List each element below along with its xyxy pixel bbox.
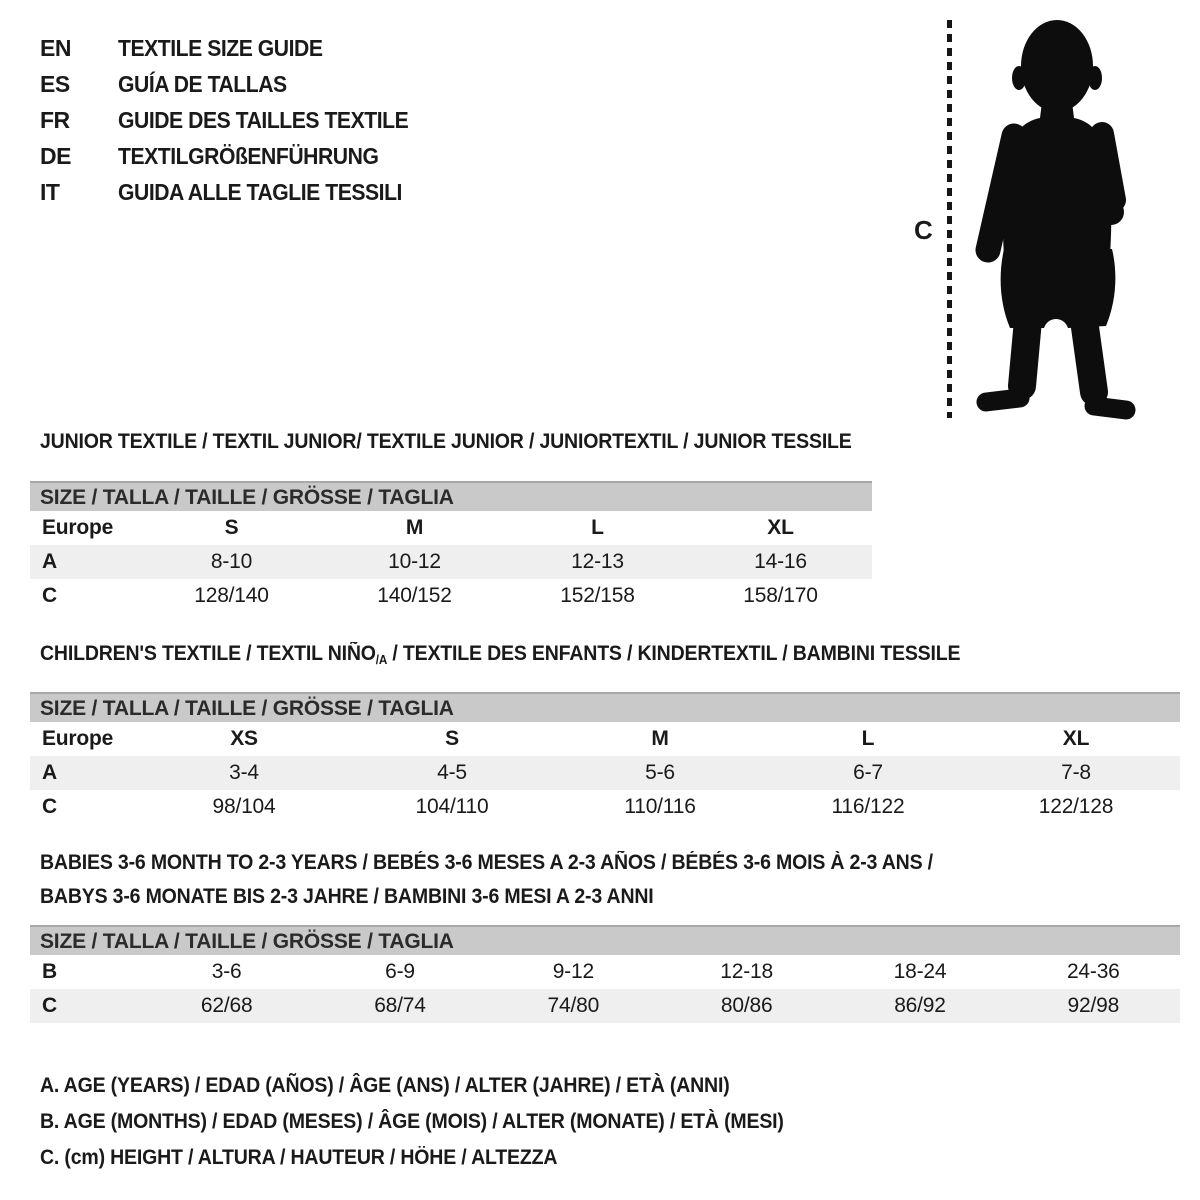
cell: 24-36 xyxy=(1066,960,1120,983)
children-title-sub: /A xyxy=(375,653,388,667)
cell: 122/128 xyxy=(1038,795,1114,818)
cell: 80/86 xyxy=(720,994,773,1017)
language-row-it xyxy=(40,174,434,210)
cell: 12-13 xyxy=(571,550,624,573)
cell: 3-6 xyxy=(211,960,242,983)
height-measure-label: C xyxy=(914,215,933,245)
cell: 68/74 xyxy=(374,994,426,1017)
cell: 86/92 xyxy=(894,994,946,1017)
language-list xyxy=(40,30,434,210)
row-label: C xyxy=(42,994,57,1017)
children-age-row xyxy=(30,756,1180,790)
toddler-silhouette xyxy=(958,14,1143,429)
row-label: A xyxy=(42,550,57,573)
cell: 98/104 xyxy=(212,795,276,818)
babies-title-line1: BABIES 3-6 MONTH TO 2-3 YEARS / BEBÉS 3-6 MESES A 2-3 AÑOS / BÉBÉS 3-6 MOIS À 2-3 ANS / xyxy=(40,851,933,874)
junior-height-row xyxy=(30,579,872,613)
cell: 10-12 xyxy=(388,550,441,573)
cell: 152/158 xyxy=(560,584,635,607)
measurement-legend xyxy=(40,1068,840,1176)
col-header-europe: Europe xyxy=(42,727,114,750)
col-header-m: M xyxy=(405,516,424,539)
babies-section-title xyxy=(40,846,933,914)
language-row-de xyxy=(40,138,434,174)
cell: 5-6 xyxy=(645,761,675,784)
language-label: TEXTILE SIZE GUIDE xyxy=(118,34,323,61)
children-size-table xyxy=(30,692,1180,824)
babies-size-table xyxy=(30,925,1180,1023)
cell: 92/98 xyxy=(1067,994,1120,1017)
cell: 128/140 xyxy=(194,584,269,607)
children-title-text: / TEXTILE DES ENFANTS / KINDERTEXTIL / BAMBINI TESSILE xyxy=(387,642,961,665)
children-title-text: CHILDREN'S TEXTILE / TEXTIL NIÑO xyxy=(40,642,376,665)
language-code: EN xyxy=(40,34,71,61)
row-label: C xyxy=(42,584,57,607)
cell: 116/122 xyxy=(831,795,905,818)
babies-height-row xyxy=(30,989,1180,1023)
row-label: C xyxy=(42,795,57,818)
col-header-l: L xyxy=(591,516,604,539)
col-header-l: L xyxy=(861,727,875,750)
children-size-header-bar: SIZE / TALLA / TAILLE / GRÖSSE / TAGLIA xyxy=(30,692,1180,722)
col-header-xs: XS xyxy=(230,727,258,750)
cell: 140/152 xyxy=(377,584,452,607)
legend-age-years: A. AGE (YEARS) / EDAD (AÑOS) / ÂGE (ANS) / ALTER (JAHRE) / ETÀ (ANNI) xyxy=(40,1074,730,1097)
col-header-m: M xyxy=(651,727,669,750)
cell: 3-4 xyxy=(229,761,259,784)
cell: 12-18 xyxy=(720,960,774,983)
col-header-europe: Europe xyxy=(42,516,114,539)
language-label: GUIDE DES TAILLES TEXTILE xyxy=(118,106,409,133)
language-row-en xyxy=(40,30,434,66)
language-code: FR xyxy=(40,106,70,133)
language-row-es xyxy=(40,66,434,102)
junior-section-title: JUNIOR TEXTILE / TEXTIL JUNIOR/ TEXTILE JUNIOR / JUNIORTEXTIL / JUNIOR TESSILE xyxy=(40,430,852,453)
height-dashed-line xyxy=(947,20,952,418)
cell: 14-16 xyxy=(754,550,807,573)
cell: 7-8 xyxy=(1061,761,1091,784)
col-header-xl: XL xyxy=(1062,727,1090,750)
language-label: GUIDA ALLE TAGLIE TESSILI xyxy=(118,178,402,205)
cell: 6-7 xyxy=(853,761,883,784)
cell: 110/116 xyxy=(624,795,696,818)
cell: 18-24 xyxy=(893,960,947,983)
junior-size-table xyxy=(30,481,872,613)
col-header-s: S xyxy=(445,727,459,750)
language-code: DE xyxy=(40,142,71,169)
language-code: IT xyxy=(40,178,60,205)
language-code: ES xyxy=(40,70,70,97)
cell: 8-10 xyxy=(210,550,253,573)
language-label: GUÍA DE TALLAS xyxy=(118,70,287,97)
legend-height-cm: C. (cm) HEIGHT / ALTURA / HAUTEUR / HÖHE / ALTEZZA xyxy=(40,1146,558,1169)
junior-column-header-row xyxy=(30,511,872,545)
babies-title-line2: BABYS 3-6 MONATE BIS 2-3 JAHRE / BAMBINI 3-6 MESI A 2-3 ANNI xyxy=(40,885,654,908)
babies-size-header-bar: SIZE / TALLA / TAILLE / GRÖSSE / TAGLIA xyxy=(30,925,1180,955)
cell: 6-9 xyxy=(385,960,415,983)
legend-age-months: B. AGE (MONTHS) / EDAD (MESES) / ÂGE (MOIS) / ALTER (MONATE) / ETÀ (MESI) xyxy=(40,1110,784,1133)
children-section-title xyxy=(40,642,960,666)
junior-age-row xyxy=(30,545,872,579)
cell: 62/68 xyxy=(200,994,253,1017)
col-header-s: S xyxy=(224,516,239,539)
cell: 158/170 xyxy=(743,584,818,607)
col-header-xl: XL xyxy=(767,516,794,539)
cell: 104/110 xyxy=(415,795,489,818)
junior-size-header-bar: SIZE / TALLA / TAILLE / GRÖSSE / TAGLIA xyxy=(30,481,872,511)
children-column-header-row xyxy=(30,722,1180,756)
language-label: TEXTILGRÖßENFÜHRUNG xyxy=(118,142,379,169)
children-height-row xyxy=(30,790,1180,824)
cell: 9-12 xyxy=(552,960,594,983)
row-label: A xyxy=(42,761,57,784)
babies-age-row xyxy=(30,955,1180,989)
cell: 74/80 xyxy=(547,994,600,1017)
cell: 4-5 xyxy=(437,761,467,784)
language-row-fr xyxy=(40,102,434,138)
row-label: B xyxy=(42,960,57,983)
